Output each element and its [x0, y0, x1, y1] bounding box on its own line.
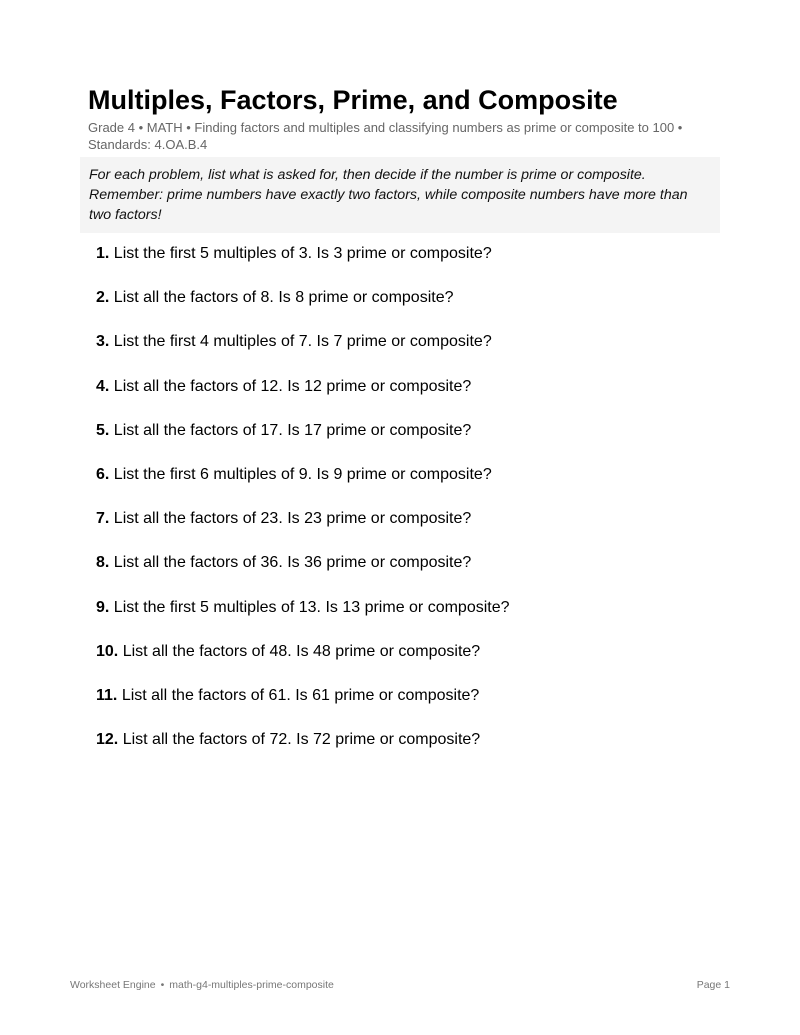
- problem-text: List all the factors of 48. Is 48 prime or composite?: [122, 642, 481, 660]
- problem-item: [96, 421, 510, 465]
- problem-item: [96, 509, 510, 553]
- problem-number: 4.: [96, 377, 110, 395]
- problem-number: 5.: [96, 421, 110, 439]
- problem-item: [96, 598, 510, 642]
- problem-number: 10.: [96, 642, 119, 660]
- problem-text: List the first 6 multiples of 9. Is 9 prime or composite?: [113, 465, 492, 483]
- problem-item: [96, 332, 510, 376]
- problem-text: List all the factors of 61. Is 61 prime or composite?: [121, 686, 480, 704]
- problem-item: [96, 553, 510, 597]
- problem-text: List all the factors of 17. Is 17 prime or composite?: [113, 421, 472, 439]
- problem-text: List the first 5 multiples of 13. Is 13 prime or composite?: [113, 598, 510, 616]
- page-title: Multiples, Factors, Prime, and Composite: [88, 85, 618, 115]
- problem-number: 1.: [96, 245, 110, 262]
- footer-engine: Worksheet Engine: [70, 979, 156, 991]
- problem-item: [96, 465, 510, 509]
- problem-item: [96, 686, 510, 730]
- problem-number: 3.: [96, 333, 110, 351]
- problem-number: 11.: [96, 686, 118, 704]
- footer-worksheet-id: math-g4-multiples-prime-composite: [169, 979, 334, 991]
- problem-text: List all the factors of 72. Is 72 prime or composite?: [122, 731, 481, 749]
- problem-number: 9.: [96, 598, 110, 616]
- problem-number: 12.: [96, 731, 119, 749]
- problem-text: List the first 5 multiples of 3. Is 3 prime or composite?: [113, 245, 492, 262]
- problem-item: [96, 288, 510, 332]
- problem-text: List all the factors of 12. Is 12 prime or composite?: [113, 377, 472, 395]
- problem-text: List all the factors of 23. Is 23 prime or composite?: [113, 510, 472, 528]
- problem-number: 7.: [96, 510, 110, 528]
- problem-text: List all the factors of 36. Is 36 prime or composite?: [113, 554, 472, 572]
- problem-item: [96, 377, 510, 421]
- problem-item: [96, 642, 510, 686]
- problem-number: 6.: [96, 465, 110, 483]
- problem-number: 2.: [96, 289, 110, 307]
- worksheet-meta: Grade 4 • MATH • Finding factors and multiples and classifying numbers as prime or composite to 100 • Standards: 4.OA.B.4: [88, 120, 683, 152]
- problem-text: List the first 4 multiples of 7. Is 7 prime or composite?: [113, 333, 492, 351]
- footer-left: [70, 978, 334, 992]
- problem-item: [96, 730, 510, 774]
- footer-separator: •: [160, 979, 165, 991]
- problem-list: [96, 244, 510, 774]
- problem-text: List all the factors of 8. Is 8 prime or composite?: [113, 289, 454, 307]
- problem-number: 8.: [96, 554, 110, 572]
- instructions-box: For each problem, list what is asked for, then decide if the number is prime or composite. Remember: prime numbers have exactly two factors, while composite numbers have more than two factors!: [80, 157, 720, 233]
- footer-page-number: Page 1: [696, 979, 730, 991]
- problem-item: [96, 244, 510, 288]
